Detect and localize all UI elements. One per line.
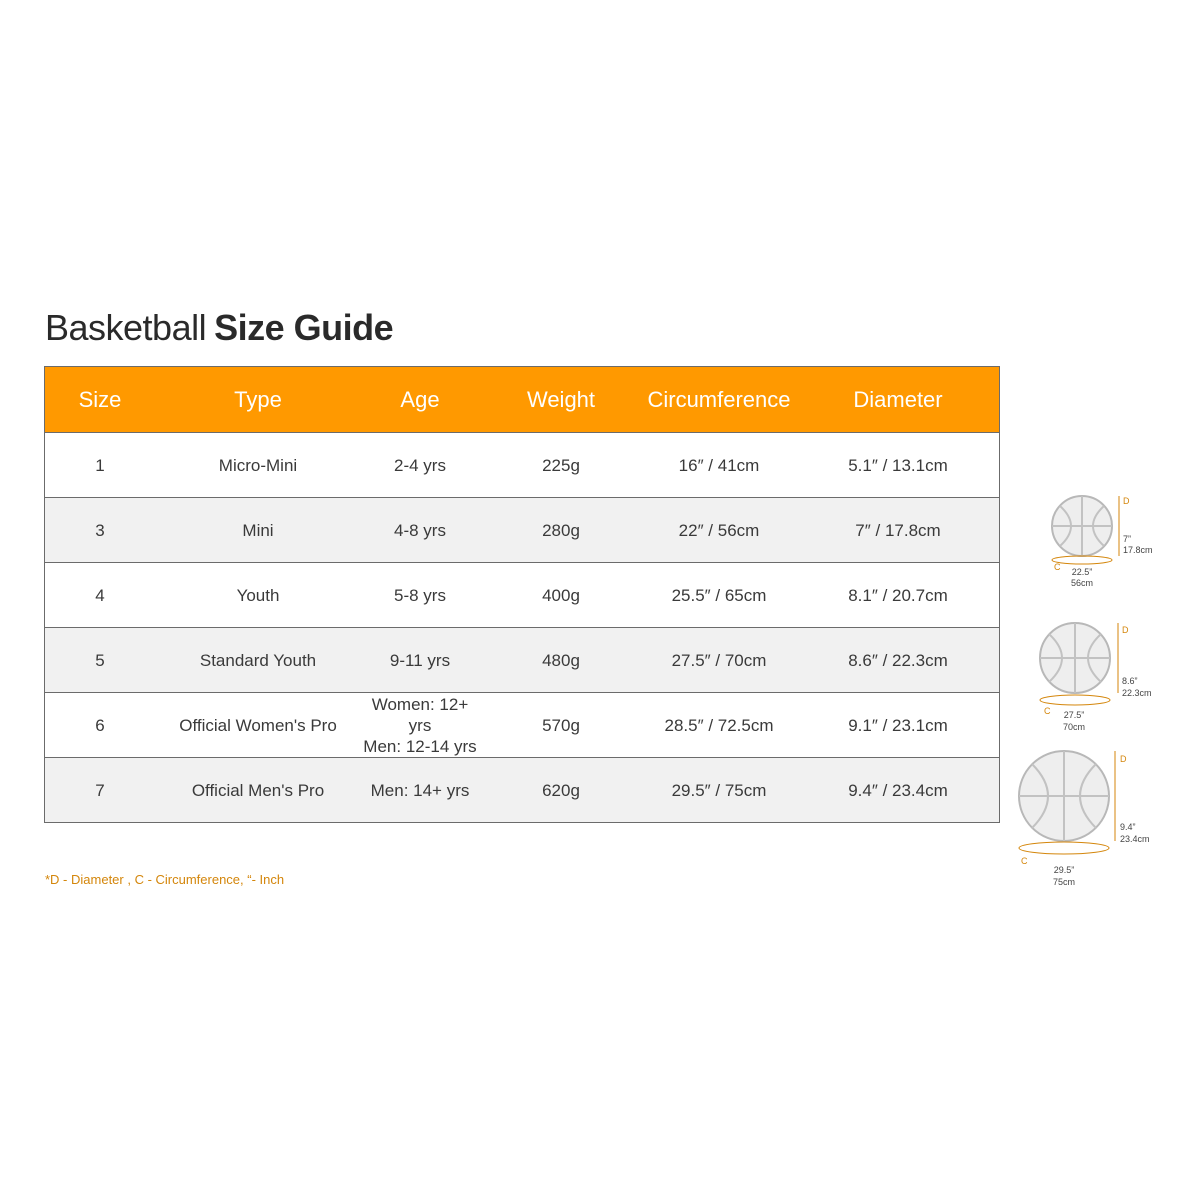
basketball-icon <box>1034 620 1159 735</box>
cell-size: 4 <box>95 585 105 605</box>
footnote: *D - Diameter , C - Circumference, “- Inch <box>45 872 285 887</box>
basketball-icon <box>1040 490 1155 590</box>
diameter-letter: D <box>1120 754 1127 764</box>
cell-size: 3 <box>95 520 105 540</box>
cell-age <box>361 758 479 822</box>
cell-circumference: 22″ / 56cm <box>678 520 760 540</box>
size-guide-table <box>44 366 1000 823</box>
page-title-light: Basketball <box>45 307 207 348</box>
diameter-cm: 23.4cm <box>1120 834 1150 844</box>
cell-age-line: 9-11 yrs <box>389 650 451 670</box>
cell-age <box>361 498 479 562</box>
table-row <box>45 498 999 563</box>
cell-weight: 570g <box>542 715 580 735</box>
cell-type: Official Men's Pro <box>191 780 325 800</box>
cell-age <box>361 563 479 627</box>
ball-diagram-small <box>1040 490 1155 590</box>
basketball-icon <box>1014 748 1164 888</box>
cell-type: Mini <box>242 520 274 540</box>
cell-weight: 620g <box>542 780 580 800</box>
diameter-cm: 22.3cm <box>1122 688 1152 698</box>
diameter-inch: 9.4” <box>1120 822 1136 832</box>
cell-size: 6 <box>95 715 105 735</box>
diameter-inch: 7” <box>1123 534 1132 544</box>
cell-weight: 400g <box>542 585 580 605</box>
page-title-bold: Size Guide <box>214 307 394 348</box>
circumference-inch: 29.5” <box>1053 865 1075 875</box>
cell-circumference: 29.5″ / 75cm <box>671 780 767 800</box>
header-age: Age <box>400 387 440 412</box>
diameter-inch: 8.6” <box>1122 676 1138 686</box>
cell-weight: 225g <box>542 455 580 475</box>
diameter-cm: 17.8cm <box>1123 545 1153 555</box>
header-size: Size <box>78 387 122 412</box>
table-header-row <box>45 367 999 433</box>
table-row <box>45 563 999 628</box>
cell-age <box>361 693 479 757</box>
table-row <box>45 628 999 693</box>
ball-diagram-medium <box>1034 620 1159 735</box>
header-weight: Weight <box>526 387 596 412</box>
cell-diameter: 9.4″ / 23.4cm <box>848 780 948 800</box>
cell-size: 5 <box>95 650 105 670</box>
circumference-cm: 56cm <box>1070 578 1094 588</box>
header-diameter: Diameter <box>853 387 943 412</box>
diameter-letter: D <box>1122 625 1129 635</box>
circumference-cm: 75cm <box>1052 877 1076 887</box>
circumference-letter: C <box>1044 706 1051 716</box>
cell-age-line: 4-8 yrs <box>394 520 446 540</box>
cell-type: Youth <box>236 585 280 605</box>
cell-size: 1 <box>95 455 105 475</box>
cell-type: Official Women's Pro <box>179 715 337 735</box>
cell-age <box>361 628 479 692</box>
table-row <box>45 758 999 822</box>
cell-weight: 480g <box>542 650 580 670</box>
cell-circumference: 25.5″ / 65cm <box>671 585 767 605</box>
circumference-letter: C <box>1021 856 1028 866</box>
cell-age-line: 5-8 yrs <box>394 585 446 605</box>
cell-diameter: 5.1″ / 13.1cm <box>848 455 948 475</box>
table-row <box>45 433 999 498</box>
cell-age-line: Men: 14+ yrs <box>370 780 470 800</box>
cell-diameter: 9.1″ / 23.1cm <box>848 715 948 735</box>
cell-age-line: Women: 12+ yrs <box>371 694 469 735</box>
cell-circumference: 28.5″ / 72.5cm <box>664 715 774 735</box>
circumference-inch: 22.5” <box>1071 567 1093 577</box>
diameter-letter: D <box>1123 496 1130 506</box>
cell-age-line: Men: 12-14 yrs <box>363 736 477 756</box>
cell-circumference: 27.5″ / 70cm <box>671 650 767 670</box>
cell-size: 7 <box>95 780 105 800</box>
cell-diameter: 8.1″ / 20.7cm <box>848 585 948 605</box>
cell-diameter: 7″ / 17.8cm <box>855 520 941 540</box>
circumference-cm: 70cm <box>1062 722 1086 732</box>
header-circumference: Circumference <box>647 387 791 412</box>
cell-weight: 280g <box>542 520 580 540</box>
cell-type: Standard Youth <box>199 650 317 670</box>
circumference-letter: C <box>1054 562 1061 572</box>
cell-type: Micro-Mini <box>218 455 298 475</box>
cell-diameter: 8.6″ / 22.3cm <box>848 650 948 670</box>
page-title <box>45 298 393 358</box>
cell-age-line: 2-4 yrs <box>394 455 446 475</box>
circumference-inch: 27.5” <box>1063 710 1085 720</box>
ball-diagram-large <box>1014 748 1164 888</box>
cell-age <box>361 433 479 497</box>
cell-circumference: 16″ / 41cm <box>678 455 760 475</box>
header-type: Type <box>234 387 282 412</box>
table-row <box>45 693 999 758</box>
